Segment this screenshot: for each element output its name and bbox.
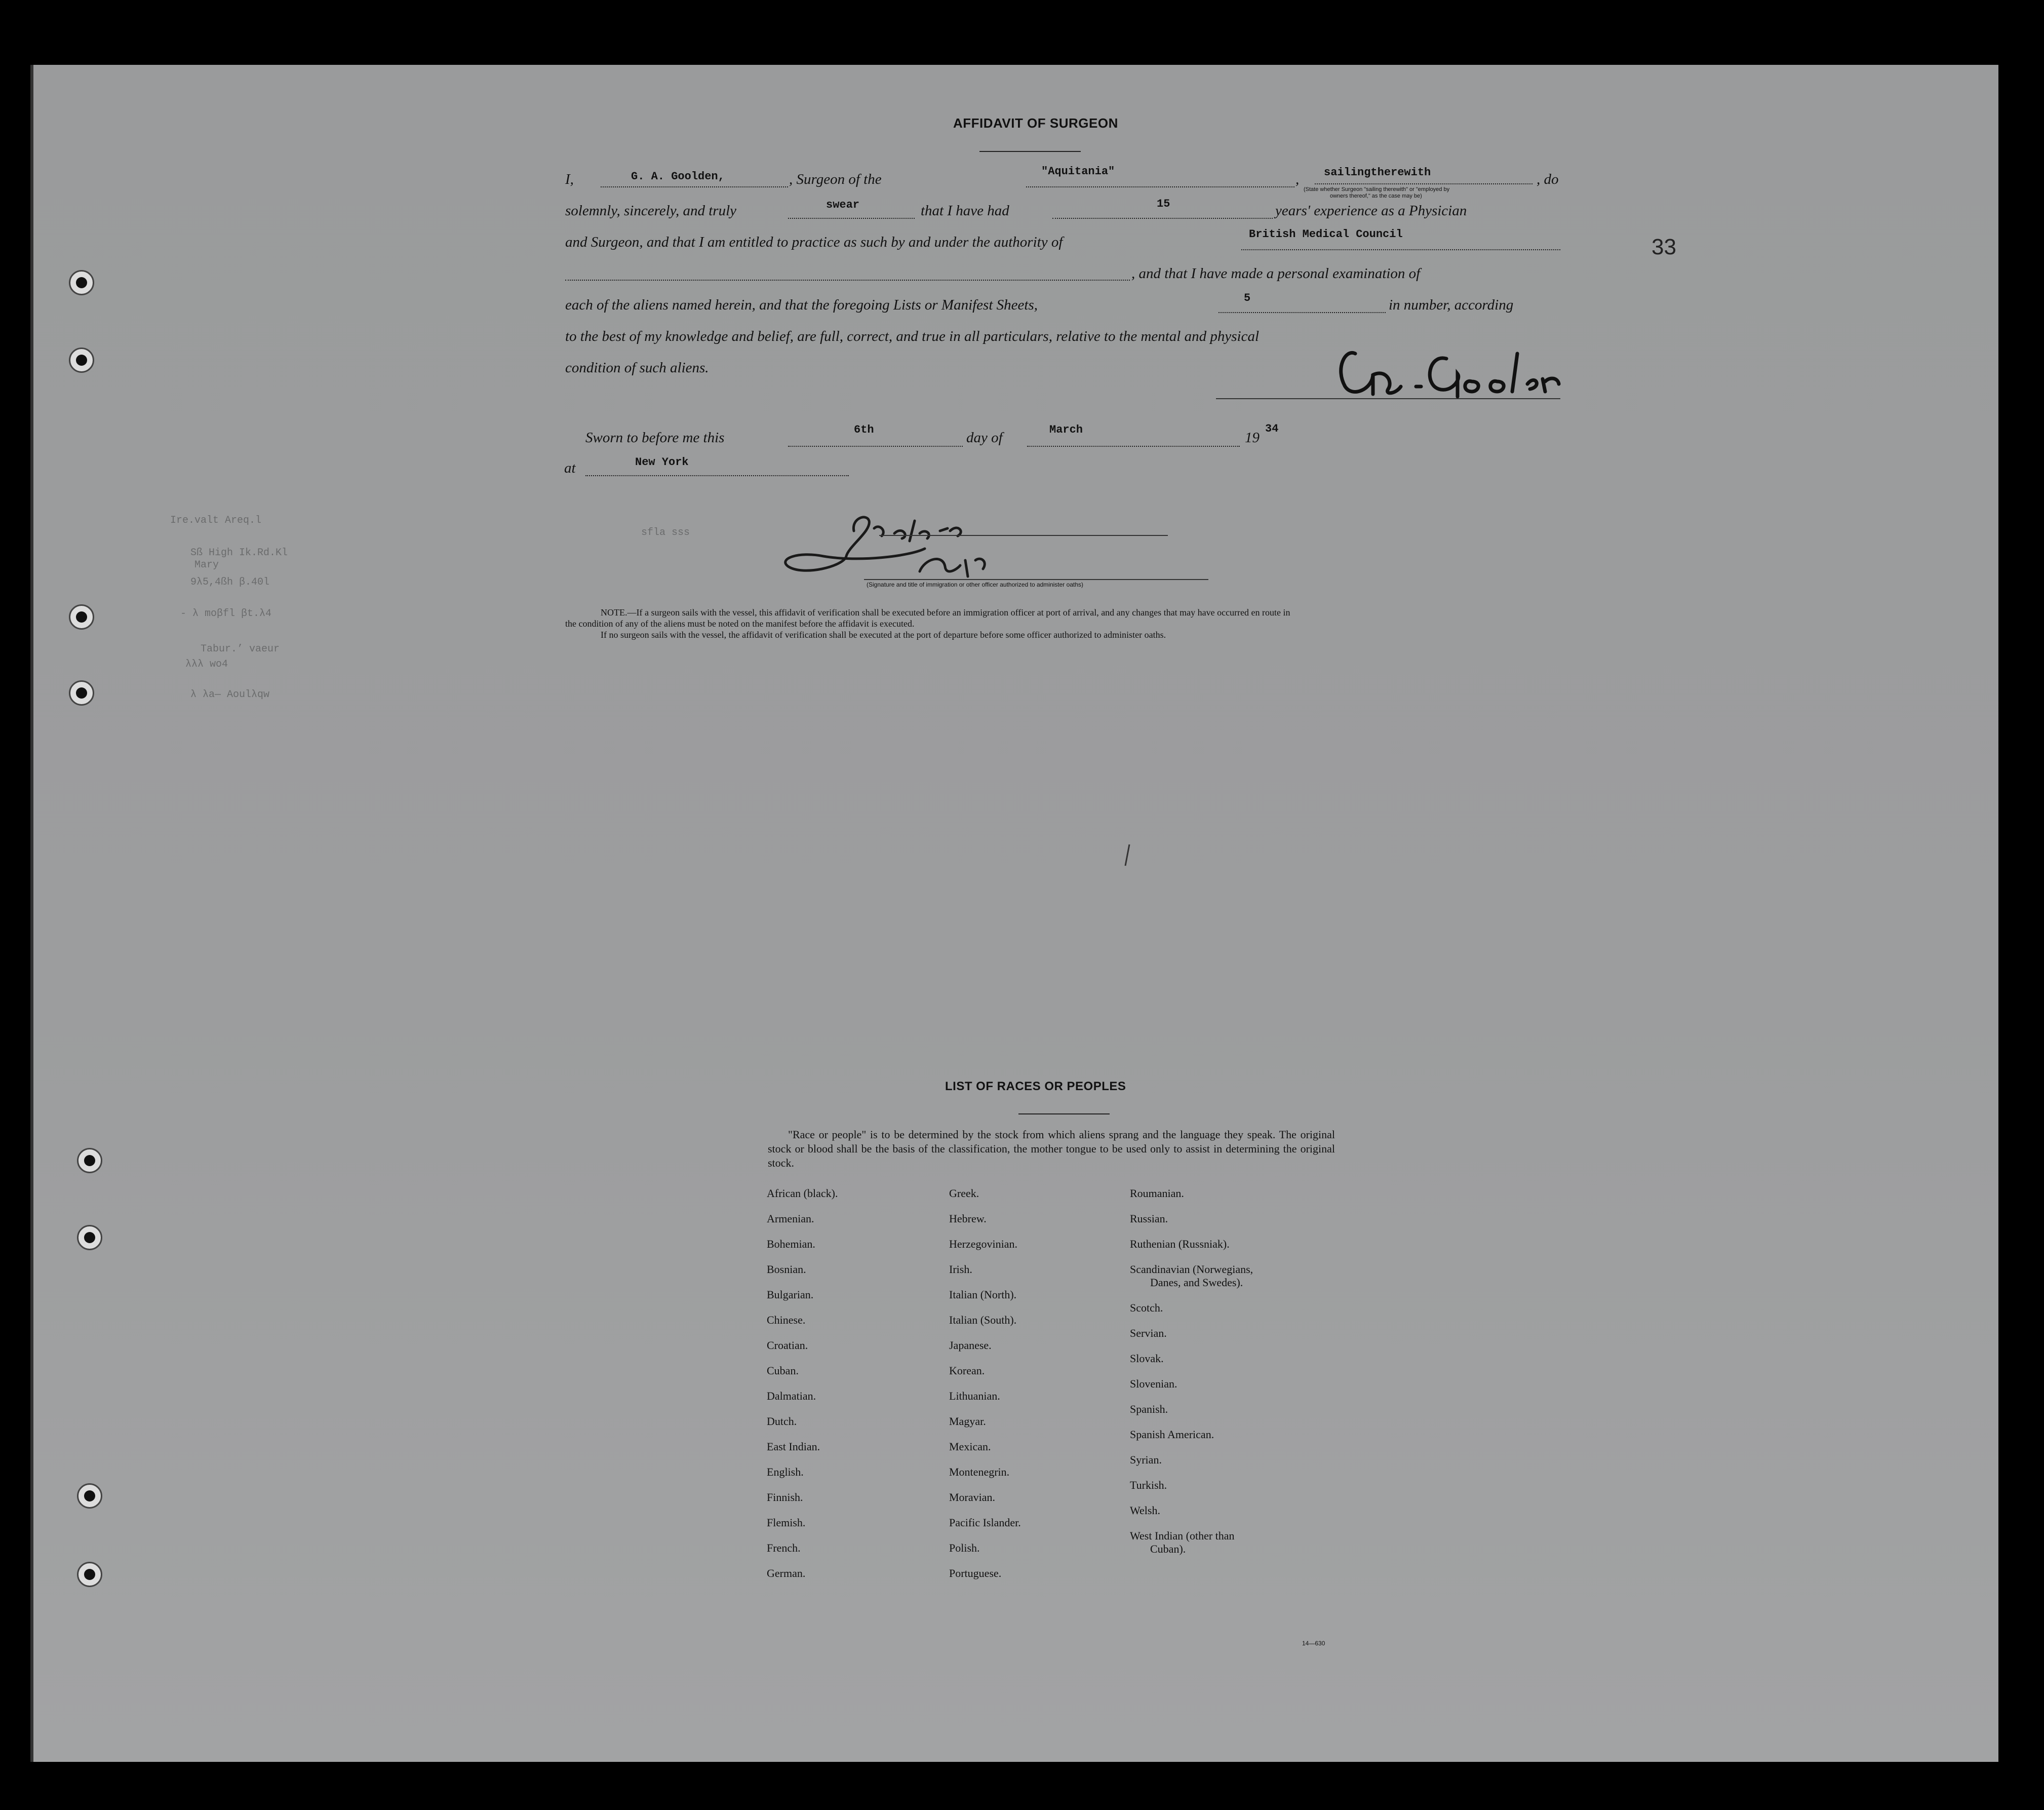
race-item-continued: Cuban). xyxy=(1150,1543,1186,1555)
race-item: Scandinavian (Norwegians, xyxy=(1130,1263,1253,1276)
text-day-of: day of xyxy=(966,430,1003,446)
race-item: Syrian. xyxy=(1130,1453,1162,1466)
surgeon-signature xyxy=(1325,338,1563,404)
note-line-1: NOTE.—If a surgeon sails with the vessel, this affidavit of verification shall be executed before an immigration officer at port of arrival, and any changes that may have occurred en route in xyxy=(601,607,1290,618)
text-year-prefix: 19 xyxy=(1245,430,1260,446)
status-instruction-2: owners thereof," as the case may be) xyxy=(1330,193,1422,199)
affidavit-title: AFFIDAVIT OF SURGEON xyxy=(953,115,1118,131)
note-line-2: the condition of any of the aliens must be noted on the manifest before the affidavit is executed. xyxy=(565,619,915,629)
text-condition: condition of such aliens. xyxy=(565,360,709,376)
note-text xyxy=(565,607,1290,640)
race-item: Magyar. xyxy=(949,1415,986,1428)
binder-hole xyxy=(77,1562,102,1587)
race-item: Lithuanian. xyxy=(949,1390,1000,1402)
race-item: Armenian. xyxy=(767,1212,814,1225)
bleed-through-text: sfla sss xyxy=(641,527,690,538)
race-item: West Indian (other than xyxy=(1130,1529,1235,1542)
race-item: African (black). xyxy=(767,1187,838,1200)
races-column-2 xyxy=(949,1187,1121,1592)
race-item: Herzegovinian. xyxy=(949,1238,1017,1250)
race-item: Bohemian. xyxy=(767,1238,815,1250)
race-item: Montenegrin. xyxy=(949,1466,1010,1478)
race-item: Finnish. xyxy=(767,1491,803,1504)
race-item: Spanish American. xyxy=(1130,1428,1214,1441)
race-item: Hebrew. xyxy=(949,1212,987,1225)
officer-signature xyxy=(758,500,1112,587)
text-surgeon-of-the: , Surgeon of the xyxy=(789,171,882,187)
race-item: Croatian. xyxy=(767,1339,808,1352)
race-item: German. xyxy=(767,1567,806,1580)
text-each-of-aliens: each of the aliens named herein, and that the foregoing Lists or Manifest Sheets, xyxy=(565,297,1038,313)
race-item: Roumanian. xyxy=(1130,1187,1184,1200)
years-value: 15 xyxy=(1157,198,1170,210)
text-comma: , xyxy=(1295,171,1300,187)
form-number: 14—630 xyxy=(1302,1640,1325,1647)
race-item: Japanese. xyxy=(949,1339,992,1352)
race-item: French. xyxy=(767,1542,801,1554)
race-item: East Indian. xyxy=(767,1440,820,1453)
race-item: Russian. xyxy=(1130,1212,1168,1225)
binder-hole xyxy=(77,1148,102,1173)
day-value: 6th xyxy=(854,423,874,436)
races-column-1 xyxy=(767,1187,939,1592)
text-to-the-best: to the best of my knowledge and belief, are full, correct, and true in all particulars, relative to the mental and physical xyxy=(565,328,1260,344)
title-underline xyxy=(979,151,1081,152)
text-at: at xyxy=(564,460,576,476)
binder-hole xyxy=(69,270,94,295)
year-value: 34 xyxy=(1265,422,1279,435)
races-title: LIST OF RACES OR PEOPLES xyxy=(945,1080,1126,1093)
race-item: Scotch. xyxy=(1130,1301,1163,1314)
binder-hole xyxy=(77,1225,102,1250)
place-value: New York xyxy=(635,456,689,469)
race-item: Slovenian. xyxy=(1130,1377,1177,1390)
authority-value: British Medical Council xyxy=(1249,228,1403,241)
sheets-count-value: 5 xyxy=(1244,292,1251,304)
text-sworn-to: Sworn to before me this xyxy=(585,430,725,446)
text-and-surgeon: and Surgeon, and that I am entitled to practice as such by and under the authority of xyxy=(565,234,1063,250)
race-item: Mexican. xyxy=(949,1440,991,1453)
race-item: Chinese. xyxy=(767,1314,806,1326)
text-in-number: in number, according xyxy=(1389,297,1514,313)
oath-value: swear xyxy=(826,199,860,211)
bleed-through-text: Tabur.’ vaeur xyxy=(201,643,280,655)
race-item: Italian (South). xyxy=(949,1314,1017,1326)
race-item: Flemish. xyxy=(767,1516,806,1529)
bleed-through-text: 9λ5,4ßh β.40l xyxy=(190,576,270,588)
bleed-through-text: Sß High Ik.Rd.Kl xyxy=(190,547,288,559)
bleed-through-text: Ire.valt Areq.l xyxy=(170,515,262,526)
race-item: Pacific Islander. xyxy=(949,1516,1021,1529)
race-item: Cuban. xyxy=(767,1364,799,1377)
text-that-i-have-had: that I have had xyxy=(921,203,1009,219)
text-personal-examination: , and that I have made a personal examination of xyxy=(1131,265,1421,282)
status-value: sailingtherewith xyxy=(1324,166,1431,179)
note-line-3: If no surgeon sails with the vessel, the affidavit of verification shall be executed at the port of departure before some officer authorized to administer oaths. xyxy=(601,630,1166,640)
officer-signature-caption: (Signature and title of immigration or other officer authorized to administer oaths) xyxy=(867,581,1083,588)
surgeon-name-value: G. A. Goolden, xyxy=(631,170,725,183)
race-item: Slovak. xyxy=(1130,1352,1164,1365)
text-do: , do xyxy=(1537,171,1559,187)
text-i: I, xyxy=(565,171,574,187)
race-item: English. xyxy=(767,1466,804,1478)
race-item: Bulgarian. xyxy=(767,1288,814,1301)
bleed-through-text: - λ moβfl βt.λ4 xyxy=(180,608,272,620)
race-item: Servian. xyxy=(1130,1327,1167,1339)
race-item-continued: Danes, and Swedes). xyxy=(1150,1276,1243,1289)
race-item: Irish. xyxy=(949,1263,972,1276)
race-item: Spanish. xyxy=(1130,1403,1168,1415)
race-item: Turkish. xyxy=(1130,1479,1167,1491)
race-item: Bosnian. xyxy=(767,1263,806,1276)
vessel-name-value: "Aquitania" xyxy=(1041,165,1115,178)
race-item: Dutch. xyxy=(767,1415,797,1428)
text-solemnly: solemnly, sincerely, and truly xyxy=(565,203,737,219)
bleed-through-text: Mary xyxy=(194,559,219,571)
race-item: Korean. xyxy=(949,1364,985,1377)
pen-mark xyxy=(1122,842,1132,868)
race-item: Greek. xyxy=(949,1187,979,1200)
manifest-page xyxy=(30,65,1998,1762)
race-item: Welsh. xyxy=(1130,1504,1160,1517)
binder-hole xyxy=(77,1483,102,1509)
races-column-3 xyxy=(1130,1187,1332,1556)
race-item: Polish. xyxy=(949,1542,980,1554)
month-value: March xyxy=(1049,423,1083,436)
page-number: 33 xyxy=(1652,235,1676,259)
race-item: Moravian. xyxy=(949,1491,996,1504)
race-item: Dalmatian. xyxy=(767,1390,816,1402)
race-item: Ruthenian (Russniak). xyxy=(1130,1238,1230,1250)
bleed-through-text: λ λa— Aoulλqw xyxy=(190,689,270,701)
race-item: Italian (North). xyxy=(949,1288,1017,1301)
binder-hole xyxy=(69,348,94,373)
binder-hole xyxy=(69,680,94,706)
race-item: Portuguese. xyxy=(949,1567,1002,1580)
races-intro: "Race or people" is to be determined by the stock from which aliens sprang and the language they speak. The original stock or blood shall be the basis of the classification, the mother tongue to be used only to assist in determining the original stock. xyxy=(768,1128,1335,1169)
binder-hole xyxy=(69,604,94,630)
text-years-experience: years' experience as a Physician xyxy=(1275,203,1467,219)
bleed-through-text: λλλ wo4 xyxy=(185,659,228,670)
status-instruction: (State whether Surgeon "sailing therewith" or "employed by xyxy=(1304,186,1450,192)
